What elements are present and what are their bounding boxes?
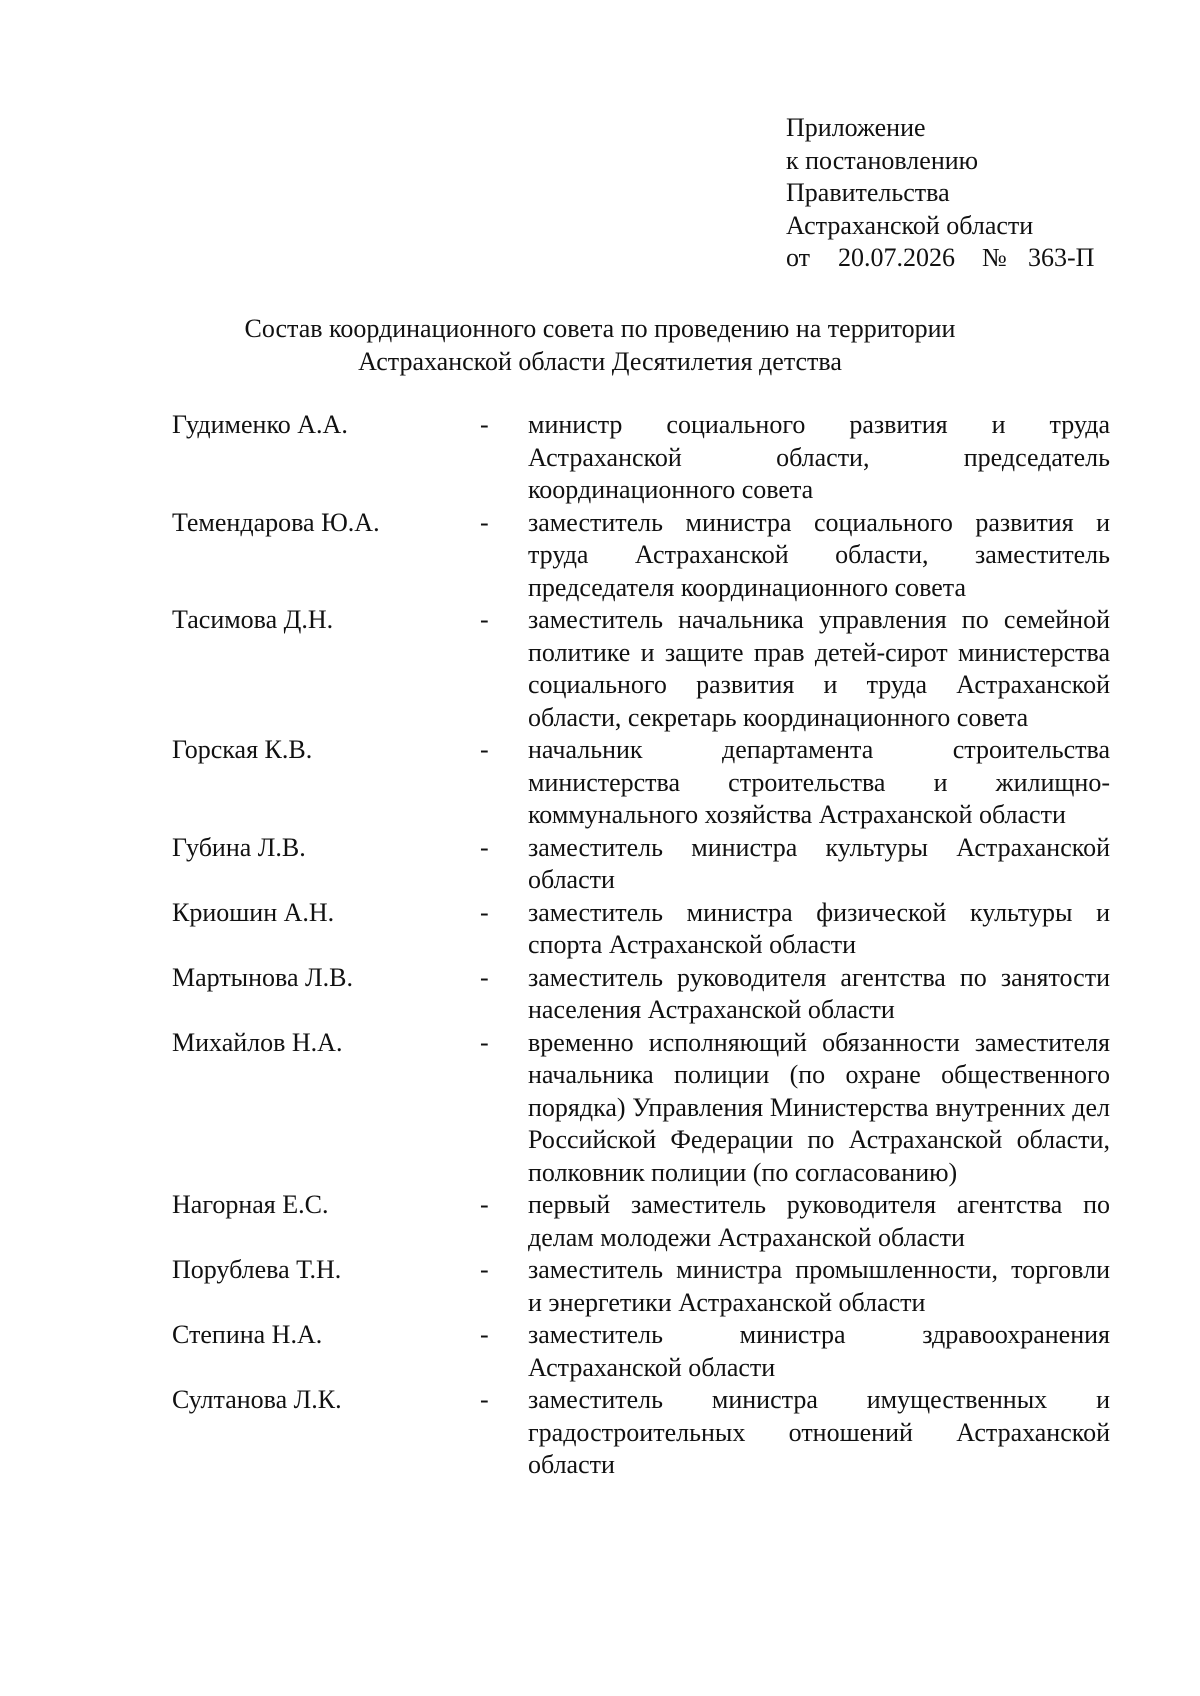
member-role: заместитель министра здравоохранения Астраханской области xyxy=(528,1320,1110,1382)
member-row xyxy=(172,962,1110,1027)
member-role: заместитель министра социального развития и труда Астраханской области, заместитель председателя координационного совета xyxy=(528,507,1110,602)
member-name: Порублева Т.Н. xyxy=(172,1255,342,1284)
member-dash: - xyxy=(480,1385,489,1414)
reference-from: от xyxy=(786,243,811,272)
member-role: заместитель министра культуры Астраханской области xyxy=(528,832,1110,894)
reference-date: 20.07.2026 xyxy=(838,243,955,272)
title-line: Астраханской области Десятилетия детства xyxy=(358,347,842,376)
member-row xyxy=(172,1189,1110,1254)
member-role: заместитель министра имущественных и градостроительных отношений Астраханской области xyxy=(528,1385,1110,1479)
member-dash: - xyxy=(480,1027,489,1057)
member-row xyxy=(172,897,1110,962)
member-name: Степина Н.А. xyxy=(172,1320,323,1349)
member-role: заместитель министра промышленности, торговли и энергетики Астраханской области xyxy=(528,1255,1110,1317)
member-row xyxy=(172,734,1110,832)
member-dash: - xyxy=(480,832,489,862)
title-line: Состав координационного совета по проведению на территории xyxy=(244,314,956,343)
reference-number: 363-П xyxy=(1028,243,1095,272)
member-dash: - xyxy=(480,1190,489,1219)
member-dash: - xyxy=(480,735,489,764)
member-name: Криошин А.Н. xyxy=(172,897,335,927)
member-row xyxy=(172,832,1110,897)
appendix-line: Приложение xyxy=(786,113,926,142)
member-dash: - xyxy=(480,897,489,927)
member-role: заместитель начальника управления по семейной политике и защите прав детей-сирот министерства социального развития и труда Астраханской области, секретарь координационного совета xyxy=(528,605,1110,732)
document-title xyxy=(150,312,1050,378)
resolution-reference xyxy=(786,242,1146,275)
member-name: Султанова Л.К. xyxy=(172,1385,342,1414)
member-row xyxy=(172,1319,1110,1384)
appendix-line: Правительства xyxy=(786,178,950,207)
member-row xyxy=(172,507,1110,605)
member-row xyxy=(172,1384,1110,1482)
appendix-line: к постановлению xyxy=(786,145,979,175)
member-dash: - xyxy=(480,962,489,992)
member-name: Губина Л.В. xyxy=(172,832,306,862)
member-row xyxy=(172,409,1110,507)
member-role: начальник департамента строительства министерства строительства и жилищно-коммунального хозяйства Астраханской области xyxy=(528,735,1110,829)
member-name: Гудименко А.А. xyxy=(172,410,348,439)
member-role: временно исполняющий обязанности заместителя начальника полиции (по охране общественного порядка) Управления Министерства внутренних дел Российской Федерации по Астраханской области, полковник полиции (по согласованию) xyxy=(528,1027,1110,1187)
member-role: первый заместитель руководителя агентства по делам молодежи Астраханской области xyxy=(528,1190,1110,1252)
member-dash: - xyxy=(480,1320,489,1349)
member-dash: - xyxy=(480,605,489,634)
member-row xyxy=(172,1027,1110,1190)
appendix-line: Астраханской области xyxy=(786,210,1034,240)
member-row xyxy=(172,1254,1110,1319)
member-name: Горская К.В. xyxy=(172,735,313,764)
appendix-header xyxy=(786,112,1146,275)
member-name: Темендарова Ю.А. xyxy=(172,507,380,537)
member-dash: - xyxy=(480,507,489,537)
reference-number-sign: № xyxy=(982,243,1007,272)
member-role: заместитель руководителя агентства по занятости населения Астраханской области xyxy=(528,962,1110,1024)
member-name: Тасимова Д.Н. xyxy=(172,605,334,634)
member-name: Нагорная Е.С. xyxy=(172,1190,329,1219)
members-list xyxy=(172,409,1110,1482)
member-dash: - xyxy=(480,410,489,439)
member-role: заместитель министра физической культуры и спорта Астраханской области xyxy=(528,897,1110,959)
member-role: министр социального развития и труда Астраханской области, председатель координационного совета xyxy=(528,410,1110,504)
member-name: Михайлов Н.А. xyxy=(172,1027,343,1057)
member-row xyxy=(172,604,1110,734)
member-dash: - xyxy=(480,1255,489,1284)
member-name: Мартынова Л.В. xyxy=(172,962,354,992)
